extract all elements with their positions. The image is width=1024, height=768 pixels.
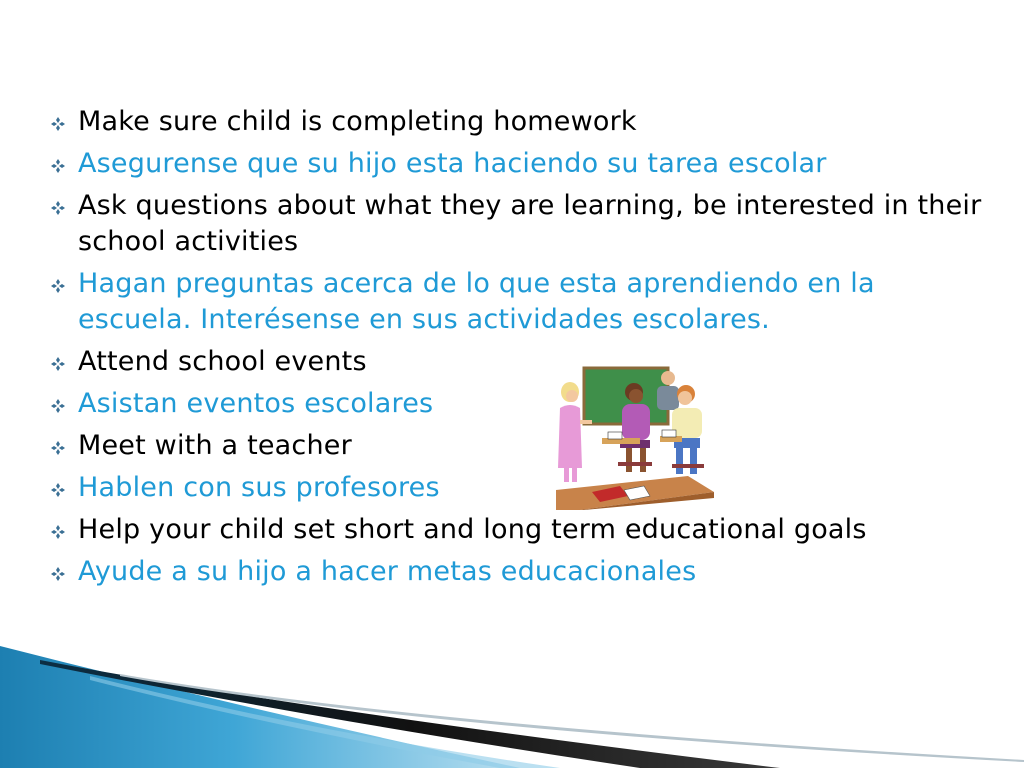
bullet-text: Attend school events [78, 346, 367, 377]
bullet-text: Meet with a teacher [78, 430, 352, 461]
classroom-clipart [556, 366, 714, 510]
bullet-item [48, 470, 988, 506]
bullet-text: Make sure child is completing homework [78, 106, 637, 137]
four-diamond-bullet-icon [50, 158, 66, 174]
bullet-text: Asistan eventos escolares [78, 388, 434, 419]
bullet-text: Hagan preguntas acerca de lo que esta aprendiendo en la escuela. Interésense en sus actividades escolares. [78, 268, 875, 335]
footer-swoosh-decoration [0, 640, 1024, 768]
bullet-text: Hablen con sus profesores [78, 472, 440, 503]
four-diamond-bullet-icon [50, 278, 66, 294]
bullet-item [48, 428, 988, 464]
four-diamond-bullet-icon [50, 356, 66, 372]
bullet-item [48, 344, 988, 380]
bullet-item [48, 188, 988, 260]
bullet-item [48, 266, 988, 338]
bullet-text: Help your child set short and long term educational goals [78, 514, 867, 545]
four-diamond-bullet-icon [50, 116, 66, 132]
four-diamond-bullet-icon [50, 524, 66, 540]
bullet-item [48, 512, 988, 548]
bullet-item [48, 146, 988, 182]
four-diamond-bullet-icon [50, 398, 66, 414]
bullet-item [48, 554, 988, 590]
bullet-list [48, 104, 988, 596]
bullet-text: Asegurense que su hijo esta haciendo su tarea escolar [78, 148, 827, 179]
four-diamond-bullet-icon [50, 482, 66, 498]
bullet-text: Ayude a su hijo a hacer metas educacionales [78, 556, 697, 587]
four-diamond-bullet-icon [50, 200, 66, 216]
bullet-text: Ask questions about what they are learning, be interested in their school activities [78, 190, 982, 257]
bullet-item [48, 104, 988, 140]
four-diamond-bullet-icon [50, 566, 66, 582]
bullet-item [48, 386, 988, 422]
four-diamond-bullet-icon [50, 440, 66, 456]
